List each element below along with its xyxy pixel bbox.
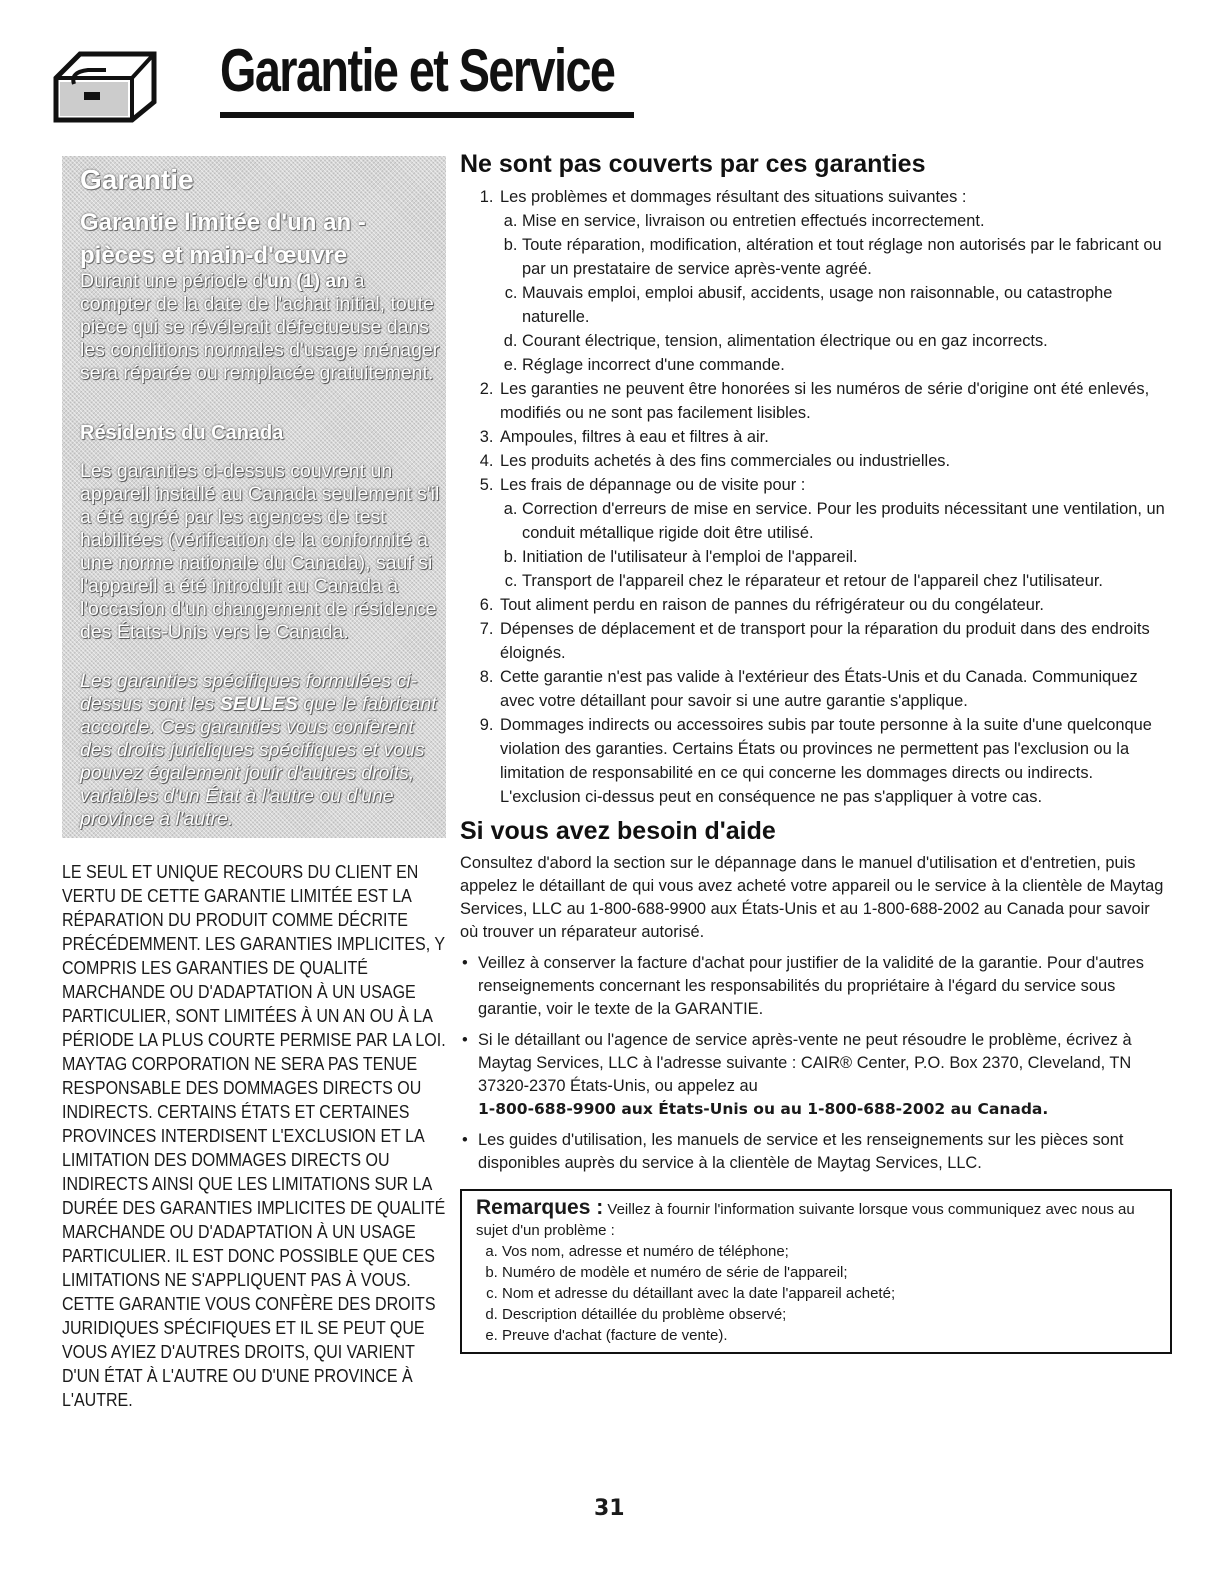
list-item: a. Mise en service, livraison ou entretien effectués incorrectement. [522, 209, 1170, 233]
list-item: 3. Ampoules, filtres à eau et filtres à air. [498, 425, 1170, 449]
page-header [50, 36, 615, 126]
list-item: d. Courant électrique, tension, alimentation électrique ou en gaz incorrects. [522, 329, 1170, 353]
list-item: 6. Tout aliment perdu en raison de pannes du réfrigérateur ou du congélateur. [498, 593, 1170, 617]
list-item: 8. Cette garantie n'est pas valide à l'extérieur des États-Unis et du Canada. Communiquez avec votre détaillant pour savoir si une autre garantie s'applique. [498, 665, 1170, 713]
list-item: 9. Dommages indirects ou accessoires subis par toute personne à la suite d'une quelconque violation des garanties. Certains États ou provinces ne permettent pas l'exclusion ou la limitation de responsabilité en ce qui concerne les dommages directs ou indirects. L'exclusion ci-dessus peut en conséquence ne pas s'appliquer à votre cas. [498, 713, 1170, 809]
list-item: • Si le détaillant ou l'agence de service après-vente ne peut résoudre le problème, écrivez à Maytag Services, LLC à l'adresse suivante : CAIR® Center, P.O. Box 2370, Cleveland, TN 37320-2370 États-Unis, ou appelez au 1-800-688-9900 aux États-Unis ou au 1-800-688-2002 au Canada. [460, 1029, 1170, 1121]
notes-title: Remarques : [476, 1196, 604, 1219]
list-item: b. Initiation de l'utilisateur à l'emploi de l'appareil. [522, 545, 1170, 569]
canada-heading: Résidents du Canada [80, 422, 284, 444]
list-item: 7. Dépenses de déplacement et de transport pour la réparation du produit dans des endroits éloignés. [498, 617, 1170, 665]
list-item: 2. Les garanties ne peuvent être honorées si les numéros de série d'origine ont été enlevés, modifiés ou ne sont pas facilement lisibles. [498, 377, 1170, 425]
page-title: Garantie et Service [220, 37, 615, 104]
list-item: • Veillez à conserver la facture d'achat pour justifier de la validité de la garantie. Pour d'autres renseignements concernant les responsabilités du propriétaire à l'égard du service sous garantie, voir le texte de la GARANTIE. [460, 952, 1170, 1021]
limitation-paragraph: LE SEUL ET UNIQUE RECOURS DU CLIENT EN VERTU DE CETTE GARANTIE LIMITÉE EST LA RÉPARATION DU PRODUIT COMME DÉCRITE PRÉCÉDEMMENT. LES GARANTIES IMPLICITES, Y COMPRIS LES GARANTIES DE QUALITÉ MARCHANDE OU D'ADAPTATION À UN USAGE PARTICULIER, SONT LIMITÉES À UN AN OU À LA PÉRIODE LA PLUS COURTE PERMISE PAR LA LOI. MAYTAG CORPORATION NE SERA PAS TENUE RESPONSABLE DES DOMMAGES DIRECTS OU INDIRECTS. CERTAINS ÉTATS ET CERTAINES PROVINCES INTERDISENT L'EXCLUSION ET LA LIMITATION DES DOMMAGES DIRECTS OU INDIRECTS AINSI QUE LES LIMITATIONS SUR LA DURÉE DES GARANTIES IMPLICITES DE QUALITÉ MARCHANDE OU D'ADAPTATION À UN USAGE PARTICULIER. IL EST DONC POSSIBLE QUE CES LIMITATIONS NE S'APPLIQUENT PAS À VOUS. CETTE GARANTIE VOUS CONFÈRE DES DROITS JURIDIQUES SPÉCIFIQUES ET IL SE PEUT QUE VOUS AYIEZ D'AUTRES DROITS, QUI VARIENT D'UN ÉTAT À L'AUTRE OU D'UNE PROVINCE À L'AUTRE. [62, 862, 446, 1410]
list-item: c. Mauvais emploi, emploi abusif, accidents, usage non raisonnable, ou catastrophe naturelle. [522, 281, 1170, 329]
help-heading: Si vous avez besoin d'aide [460, 817, 776, 845]
toolbox-icon [50, 44, 160, 124]
page-number: 31 [594, 1496, 625, 1521]
exclusions-list [460, 185, 1170, 809]
exclusions-heading: Ne sont pas couverts par ces garanties [460, 150, 926, 178]
warranty-box [62, 156, 446, 838]
warranty-title: Garantie [80, 164, 194, 195]
warranty-paragraph-1: Durant une période d'un (1) an à compter de la date de l'achat initial, toute pièce qui se révélerait défectueuse dans les conditions normales d'usage ménager sera réparée ou remplacée gratuitement. [80, 270, 440, 384]
notes-box [460, 1189, 1172, 1354]
help-list [460, 952, 1170, 1175]
list-item: e. Preuve d'achat (facture de vente). [502, 1325, 1158, 1346]
phone-numbers: 1-800-688-9900 aux États-Unis ou au 1-800-688-2002 au Canada. [478, 1100, 1049, 1118]
notes-list [476, 1241, 1158, 1346]
list-item: c. Nom et adresse du détaillant avec la date l'appareil acheté; [502, 1283, 1158, 1304]
list-item: b. Toute réparation, modification, altération et tout réglage non autorisés par le fabricant ou par un prestataire de service après-vente agréé. [522, 233, 1170, 281]
service-column [460, 150, 1170, 1354]
list-item: a. Vos nom, adresse et numéro de téléphone; [502, 1241, 1158, 1262]
list-item: • Les guides d'utilisation, les manuels de service et les renseignements sur les pièces sont disponibles auprès du service à la clientèle de Maytag Services, LLC. [460, 1129, 1170, 1175]
warranty-column [62, 156, 446, 1412]
list-item: a. Correction d'erreurs de mise en service. Pour les produits nécessitant une ventilation, un conduit métallique rigide doit être utilisé. [522, 497, 1170, 545]
list-item: c. Transport de l'appareil chez le réparateur et retour de l'appareil chez l'utilisateur. [522, 569, 1170, 593]
list-item: d. Description détaillée du problème observé; [502, 1304, 1158, 1325]
title-underline [220, 112, 634, 118]
list-item: 5. Les frais de dépannage ou de visite pour : a. Correction d'erreurs de mise en service. Pour les produits nécessitant une ventilation, un conduit métallique rigide doit être utilisé. b. Initiation de l'utilisateur à l'emploi de l'appareil. c. Transport de l'appareil chez le réparateur et retour de l'appareil chez l'utilisateur. [498, 473, 1170, 593]
list-item: e. Réglage incorrect d'une commande. [522, 353, 1170, 377]
help-intro: Consultez d'abord la section sur le dépannage dans le manuel d'utilisation et d'entretien, puis appelez le détaillant de qui vous avez acheté votre appareil ou le service à la clientèle de Maytag Services, LLC au 1-800-688-9900 aux États-Unis et au 1-800-688-2002 au Canada pour savoir où trouver un réparateur autorisé. [460, 854, 1164, 941]
warranty-paragraph-canada: Les garanties ci-dessus couvrent un appareil installé au Canada seulement s'il a été agréé par les agences de test habilitées (vérification de la conformité à une norme nationale du Canada), sauf si l'appareil a été introduit au Canada à l'occasion d'un changement de résidence des États-Unis vers le Canada. [80, 460, 440, 643]
list-item: 1. Les problèmes et dommages résultant des situations suivantes : a. Mise en service, livraison ou entretien effectués incorrectement. b. Toute réparation, modification, altération et tout réglage non autorisés par le fabricant ou par un prestataire de service après-vente agréé. c. Mauvais emploi, emploi abusif, accidents, usage non raisonnable, ou catastrophe naturelle. d. Courant électrique, tension, alimentation électrique ou en gaz incorrects. e. Réglage incorrect d'une commande. [498, 185, 1170, 377]
notes-intro: Veillez à fournir l'information suivante lorsque vous communiquez avec nous au sujet d'un problème : [476, 1201, 1135, 1239]
list-item: 4. Les produits achetés à des fins commerciales ou industrielles. [498, 449, 1170, 473]
warranty-paragraph-specific: Les garanties spécifiques formulées ci-dessus sont les SEULES que le fabricant accorde. Ces garanties vous confèrent des droits juridiques spécifiques et vous pouvez également jouir d'autres droits, variables d'un État à l'autre ou d'une province à l'autre. [80, 670, 437, 830]
warranty-subtitle: Garantie limitée d'un an - pièces et main-d'œuvre [80, 209, 366, 269]
list-item: b. Numéro de modèle et numéro de série de l'appareil; [502, 1262, 1158, 1283]
